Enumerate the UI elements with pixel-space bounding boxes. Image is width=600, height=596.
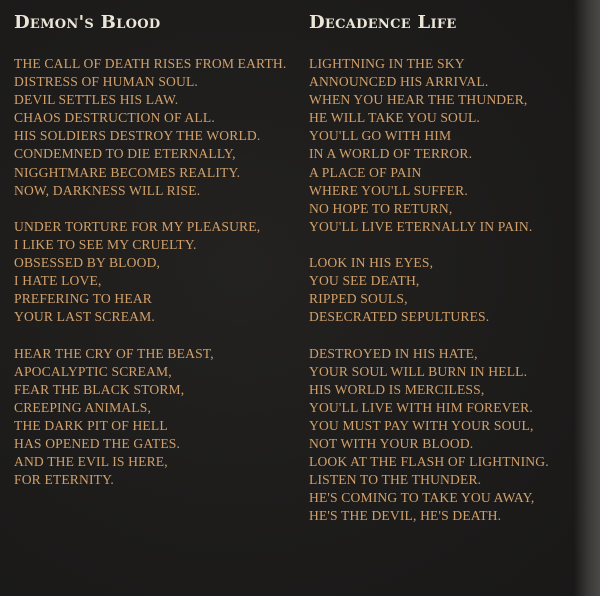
- lyric-line: NOW, DARKNESS WILL RISE.: [14, 182, 201, 198]
- lyric-line: CHAOS DESTRUCTION OF ALL.: [14, 110, 215, 126]
- stanza: [14, 345, 286, 490]
- lyric-line: WHEN YOU HEAR THE THUNDER,: [309, 92, 528, 108]
- lyric-line: YOU'LL GO WITH HIM: [309, 128, 452, 144]
- lyric-line: THE CALL OF DEATH RISES FROM EARTH.: [14, 56, 287, 71]
- lyric-line: IN A WORLD OF TERROR.: [309, 146, 473, 162]
- lyric-line: A PLACE OF PAIN: [309, 164, 422, 180]
- stanza: [309, 345, 549, 526]
- lyric-line: YOUR LAST SCREAM.: [14, 309, 155, 325]
- lyric-line: I LIKE TO SEE MY CRUELTY.: [14, 236, 197, 252]
- lyric-line: YOU SEE DEATH,: [309, 273, 420, 289]
- lyric-line: I HATE LOVE,: [14, 273, 102, 289]
- lyric-line: DISTRESS OF HUMAN SOUL.: [14, 74, 198, 90]
- lyric-line: CONDEMNED TO DIE ETERNALLY,: [14, 146, 236, 162]
- song-title-demons-blood: Demon's Blood: [14, 12, 161, 33]
- lyric-line: PREFERING TO HEAR: [14, 291, 153, 307]
- lyric-line: RIPPED SOULS,: [309, 291, 408, 307]
- stanza: [14, 218, 286, 327]
- lyric-line: LIGHTNING IN THE SKY: [309, 56, 465, 71]
- lyric-line: FEAR THE BLACK STORM,: [14, 381, 185, 397]
- lyric-line: HIS WORLD IS MERCILESS,: [309, 381, 485, 397]
- lyric-line: YOU'LL LIVE WITH HIM FOREVER.: [309, 399, 533, 415]
- lyric-line: HAS OPENED THE GATES.: [14, 435, 181, 451]
- page-edge: [574, 0, 600, 596]
- lyric-line: WHERE YOU'LL SUFFER.: [309, 182, 468, 198]
- lyric-line: LOOK AT THE FLASH OF LIGHTNING.: [309, 454, 549, 470]
- lyric-line: HE WILL TAKE YOU SOUL.: [309, 110, 480, 126]
- lyric-line: APOCALYPTIC SCREAM,: [14, 363, 172, 379]
- lyric-line: NO HOPE TO RETURN,: [309, 200, 453, 216]
- lyric-line: YOU MUST PAY WITH YOUR SOUL,: [309, 417, 534, 433]
- lyric-line: OBSESSED BY BLOOD,: [14, 255, 161, 271]
- lyrics-column-right: [309, 55, 549, 544]
- lyrics-column-left: [14, 55, 286, 507]
- lyric-line: UNDER TORTURE FOR MY PLEASURE,: [14, 218, 261, 234]
- lyric-line: LOOK IN HIS EYES,: [309, 255, 434, 271]
- stanza: [14, 55, 286, 200]
- lyric-line: FOR ETERNITY.: [14, 472, 114, 488]
- lyric-line: HEAR THE CRY OF THE BEAST,: [14, 345, 214, 361]
- lyric-line: DESTROYED IN HIS HATE,: [309, 345, 478, 361]
- lyric-line: CREEPING ANIMALS,: [14, 399, 151, 415]
- lyric-line: ANNOUNCED HIS ARRIVAL.: [309, 74, 489, 90]
- stanza: [309, 254, 549, 326]
- lyric-line: HE'S THE DEVIL, HE'S DEATH.: [309, 508, 502, 524]
- lyric-line: DEVIL SETTLES HIS LAW.: [14, 92, 179, 108]
- lyric-line: LISTEN TO THE THUNDER.: [309, 472, 482, 488]
- lyric-line: DESECRATED SEPULTURES.: [309, 309, 490, 325]
- lyric-line: YOUR SOUL WILL BURN IN HELL.: [309, 363, 528, 379]
- lyric-line: YOU'LL LIVE ETERNALLY IN PAIN.: [309, 218, 533, 234]
- lyric-line: NOT WITH YOUR BLOOD.: [309, 435, 474, 451]
- lyric-line: HIS SOLDIERS DESTROY THE WORLD.: [14, 128, 261, 144]
- lyric-line: HE'S COMING TO TAKE YOU AWAY,: [309, 490, 535, 506]
- song-title-decadence-life: Decadence Life: [309, 12, 457, 33]
- lyric-line: THE DARK PIT OF HELL: [14, 417, 168, 433]
- lyric-line: AND THE EVIL IS HERE,: [14, 454, 168, 470]
- stanza: [309, 55, 549, 236]
- lyric-line: NIGGHTMARE BECOMES REALITY.: [14, 164, 241, 180]
